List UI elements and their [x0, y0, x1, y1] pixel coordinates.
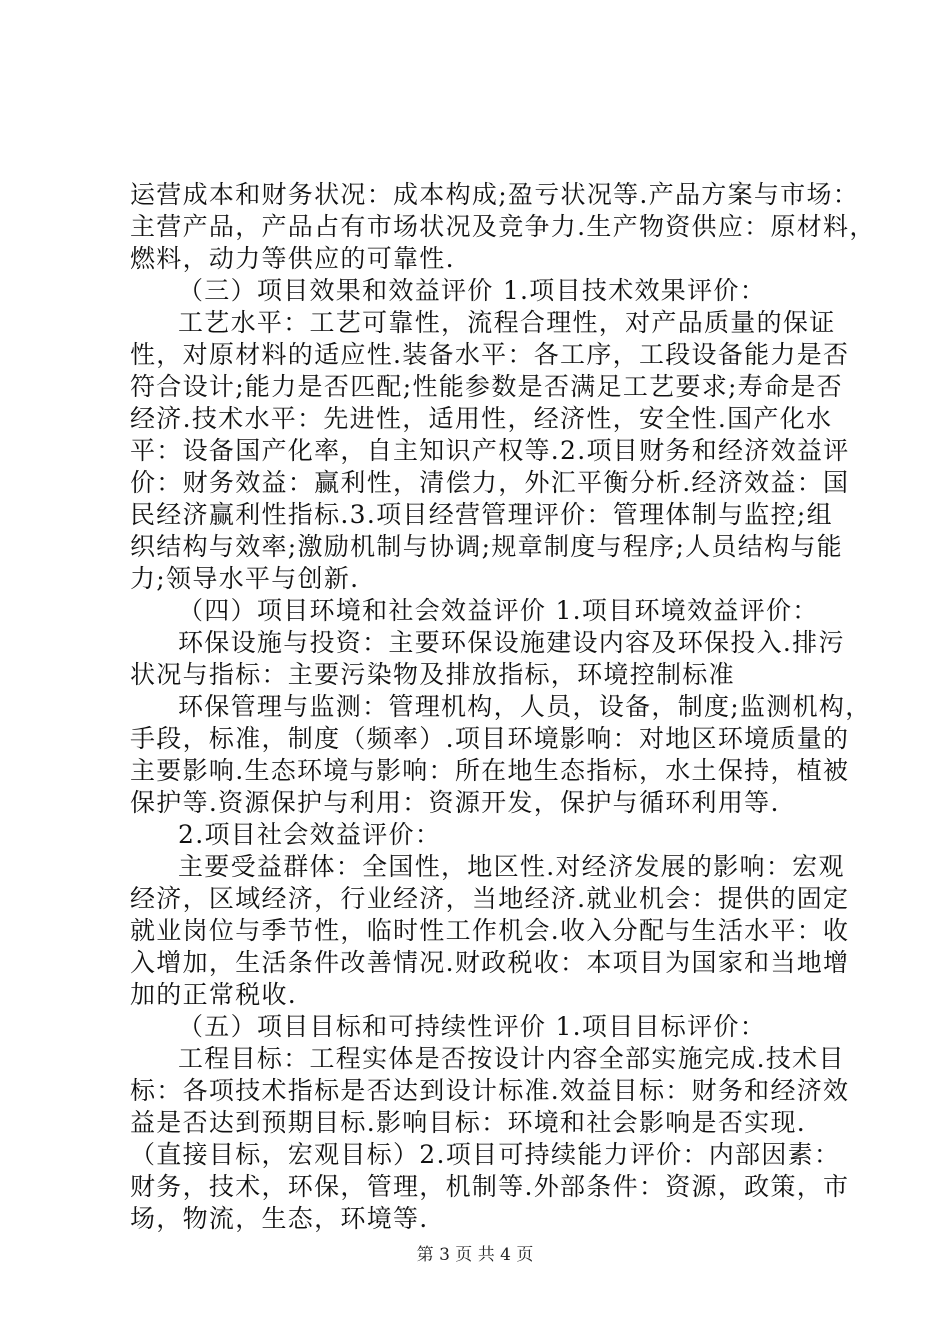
- text-line: 经济，区域经济，行业经济，当地经济.就业机会：提供的固定: [130, 884, 850, 913]
- text-line: 益是否达到预期目标.影响目标：环境和社会影响是否实现.: [130, 1108, 806, 1137]
- text-line: 织结构与效率;激励机制与协调;规章制度与程序;人员结构与能: [130, 532, 843, 561]
- text-line: 入增加，生活条件改善情况.财政税收：本项目为国家和当地增: [130, 948, 850, 977]
- text-line: 状况与指标：主要污染物及排放指标，环境控制标准: [130, 660, 735, 689]
- text-line: 标：各项技术指标是否达到设计标准.效益目标：财务和经济效: [130, 1076, 850, 1105]
- text-line: 主要影响.生态环境与影响：所在地生态指标，水土保持，植被: [130, 756, 850, 785]
- text-line: 手段，标准，制度（频率）.项目环境影响：对地区环境质量的: [130, 724, 850, 753]
- text-line: 价：财务效益：赢利性，清偿力，外汇平衡分析.经济效益：国: [130, 468, 850, 497]
- text-line: 场，物流，生态，环境等.: [130, 1204, 429, 1233]
- page-number-footer: 第 3 页 共 4 页: [416, 1245, 534, 1265]
- text-line: 加的正常税收.: [130, 980, 298, 1009]
- text-line: 燃料，动力等供应的可靠性.: [130, 244, 455, 273]
- text-line: 力;领导水平与创新.: [130, 564, 360, 593]
- text-line: 主营产品，产品占有市场状况及竞争力.生产物资供应：原材料，: [130, 212, 876, 241]
- text-line: 主要受益群体：全国性，地区性.对经济发展的影响：宏观: [178, 852, 845, 881]
- section-heading: （四）项目环境和社会效益评价 1.项目环境效益评价：: [178, 596, 819, 625]
- section-heading: 2.项目社会效益评价：: [178, 820, 442, 849]
- section-heading: （三）项目效果和效益评价 1.项目技术效果评价：: [178, 276, 767, 305]
- text-line: 经济.技术水平：先进性，适用性，经济性，安全性.国产化水: [130, 404, 833, 433]
- text-line: 环保设施与投资：主要环保设施建设内容及环保投入.排污: [178, 628, 845, 657]
- text-line: 性，对原材料的适应性.装备水平：各工序，工段设备能力是否: [130, 340, 850, 369]
- text-line: 财务，技术，环保，管理，机制等.外部条件：资源，政策，市: [130, 1172, 850, 1201]
- text-line: （直接目标，宏观目标）2.项目可持续能力评价：内部因素：: [130, 1140, 841, 1169]
- section-heading: （五）项目目标和可持续性评价 1.项目目标评价：: [178, 1012, 767, 1041]
- text-line: 环保管理与监测：管理机构，人员，设备，制度;监测机构，: [178, 692, 872, 721]
- text-line: 就业岗位与季节性，临时性工作机会.收入分配与生活水平：收: [130, 916, 850, 945]
- text-line: 民经济赢利性指标.3.项目经营管理评价：管理体制与监控;组: [130, 500, 833, 529]
- text-line: 工程目标：工程实体是否按设计内容全部实施完成.技术目: [178, 1044, 845, 1073]
- text-line: 平：设备国产化率，自主知识产权等.2.项目财务和经济效益评: [130, 436, 850, 465]
- text-line: 符合设计;能力是否匹配;性能参数是否满足工艺要求;寿命是否: [130, 372, 843, 401]
- text-line: 运营成本和财务状况：成本构成;盈亏状况等.产品方案与市场：: [130, 180, 860, 209]
- text-line: 保护等.资源保护与利用：资源开发，保护与循环利用等.: [130, 788, 780, 817]
- text-line: 工艺水平：工艺可靠性，流程合理性，对产品质量的保证: [178, 308, 836, 337]
